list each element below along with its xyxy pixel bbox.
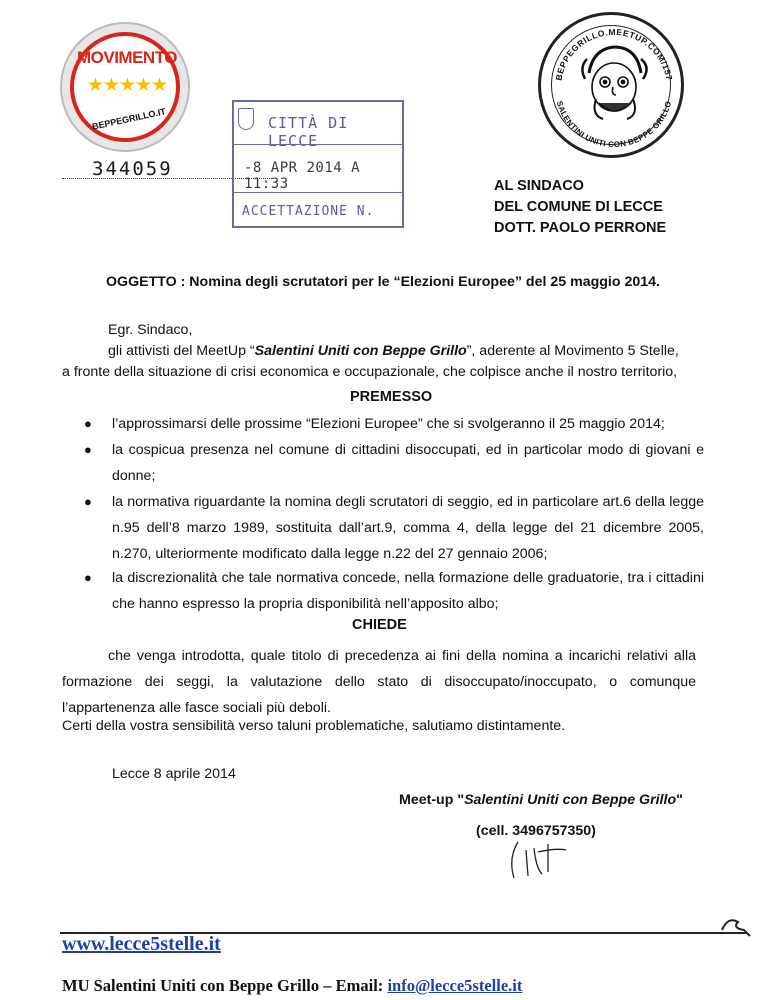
premesso-heading: PREMESSO bbox=[350, 389, 433, 405]
list-item-text: l’approssimarsi delle prossime “Elezioni Europee” che si svolgeranno il 25 maggio 2014; bbox=[112, 416, 665, 432]
intro-paragraph bbox=[108, 341, 679, 362]
footer-contact bbox=[62, 976, 522, 996]
stamp-acceptance-label: ACCETTAZIONE N. bbox=[242, 204, 375, 219]
stamp-date: -8 APR 2014 A 11:33 bbox=[244, 160, 361, 192]
closing-line: Certi della vostra sensibilità verso taluni problematiche, salutiamo distintamente. bbox=[62, 718, 566, 734]
footer-email-link[interactable]: info@lecce5stelle.it bbox=[387, 976, 523, 995]
chiede-heading: CHIEDE bbox=[352, 617, 407, 633]
signer bbox=[399, 792, 683, 808]
crest-icon bbox=[238, 108, 254, 130]
logo-stars: ★★★★★ bbox=[86, 75, 168, 96]
stamp-divider bbox=[232, 144, 404, 145]
signer-name: Salentini Uniti con Beppe Grillo bbox=[464, 792, 677, 808]
protocol-number: 344059 bbox=[92, 158, 173, 180]
list-item-text: la cospicua presenza nel comune di cittadini disoccupati, ed in particolar modo di giovani e donne; bbox=[112, 442, 704, 484]
addressee-line: DEL COMUNE DI LECCE bbox=[494, 199, 663, 215]
intro-text: ”, aderente al Movimento 5 Stelle, bbox=[466, 343, 679, 359]
stamp-city: CITTÀ DI LECCE bbox=[268, 114, 349, 150]
subject-line: OGGETTO : Nomina degli scrutatori per le “Elezioni Europee” del 25 maggio 2014. bbox=[106, 274, 660, 290]
list-item-text: la discrezionalità che tale normativa concede, nella formazione delle graduatorie, tra i cittadini che hanno espresso la propria disponibilità nell’apposito albo; bbox=[112, 570, 704, 612]
caricature-face-icon bbox=[582, 47, 646, 119]
addressee-line: DOTT. PAOLO PERRONE bbox=[494, 220, 667, 236]
intro-text: gli attivisti del MeetUp “ bbox=[108, 343, 255, 359]
meetup-name: Salentini Uniti con Beppe Grillo bbox=[254, 343, 467, 359]
logo-site: BEPPEGRILLO.IT bbox=[91, 106, 167, 132]
request-paragraph: che venga introdotta, quale titolo di precedenza ai fini della nomina a incarichi relativi alla formazione dei seggi, la valutazione dello stato di disoccupato/inoccupato, o comunque l’appartenenza alle fasce sociali più deboli. bbox=[62, 648, 696, 716]
phone-number: (cell. 3496757350) bbox=[476, 823, 596, 839]
place-date: Lecce 8 aprile 2014 bbox=[112, 766, 236, 782]
footer-contact-text: MU Salentini Uniti con Beppe Grillo – Email: bbox=[62, 976, 384, 995]
bullet-icon: ● bbox=[84, 494, 92, 509]
stamp-top-text: BEPPEGRILLO.MEETUP.COM/157 bbox=[553, 26, 675, 82]
intro-paragraph-line2: a fronte della situazione di crisi economica e occupazionale, che colpisce anche il nostro territorio, bbox=[62, 364, 678, 380]
bullet-icon: ● bbox=[84, 570, 92, 585]
stamp-graphic bbox=[541, 15, 687, 161]
signer-prefix: Meet-up " bbox=[399, 792, 465, 808]
comune-reception-stamp bbox=[232, 100, 404, 228]
movimento-5-stelle-logo bbox=[60, 22, 190, 152]
handwritten-signature bbox=[504, 828, 584, 888]
footer-website-link[interactable]: www.lecce5stelle.it bbox=[62, 933, 221, 955]
addressee-block bbox=[494, 176, 666, 239]
meetup-round-stamp bbox=[538, 12, 684, 158]
logo-word: MOVIMENTO bbox=[76, 48, 178, 67]
stamp-divider bbox=[232, 192, 404, 193]
greeting: Egr. Sindaco, bbox=[108, 322, 193, 338]
addressee-line: AL SINDACO bbox=[494, 178, 584, 194]
list-item-text: la normativa riguardante la nomina degli scrutatori di seggio, ed in particolare art.6 della legge n.95 dell’8 marzo 1989, sostituita dall’art.9, comma 4, della legge del 21 dicembre 2005, n.270, ulteriormente modificato dalla legge n.22 del 27 gennaio 2006; bbox=[112, 494, 704, 562]
stamp-bottom-text: SALENTINI UNITI CON BEPPE GRILLO bbox=[554, 99, 674, 150]
bullet-icon: ● bbox=[84, 416, 92, 431]
bullet-icon: ● bbox=[84, 442, 92, 457]
signer-suffix: " bbox=[676, 792, 683, 808]
